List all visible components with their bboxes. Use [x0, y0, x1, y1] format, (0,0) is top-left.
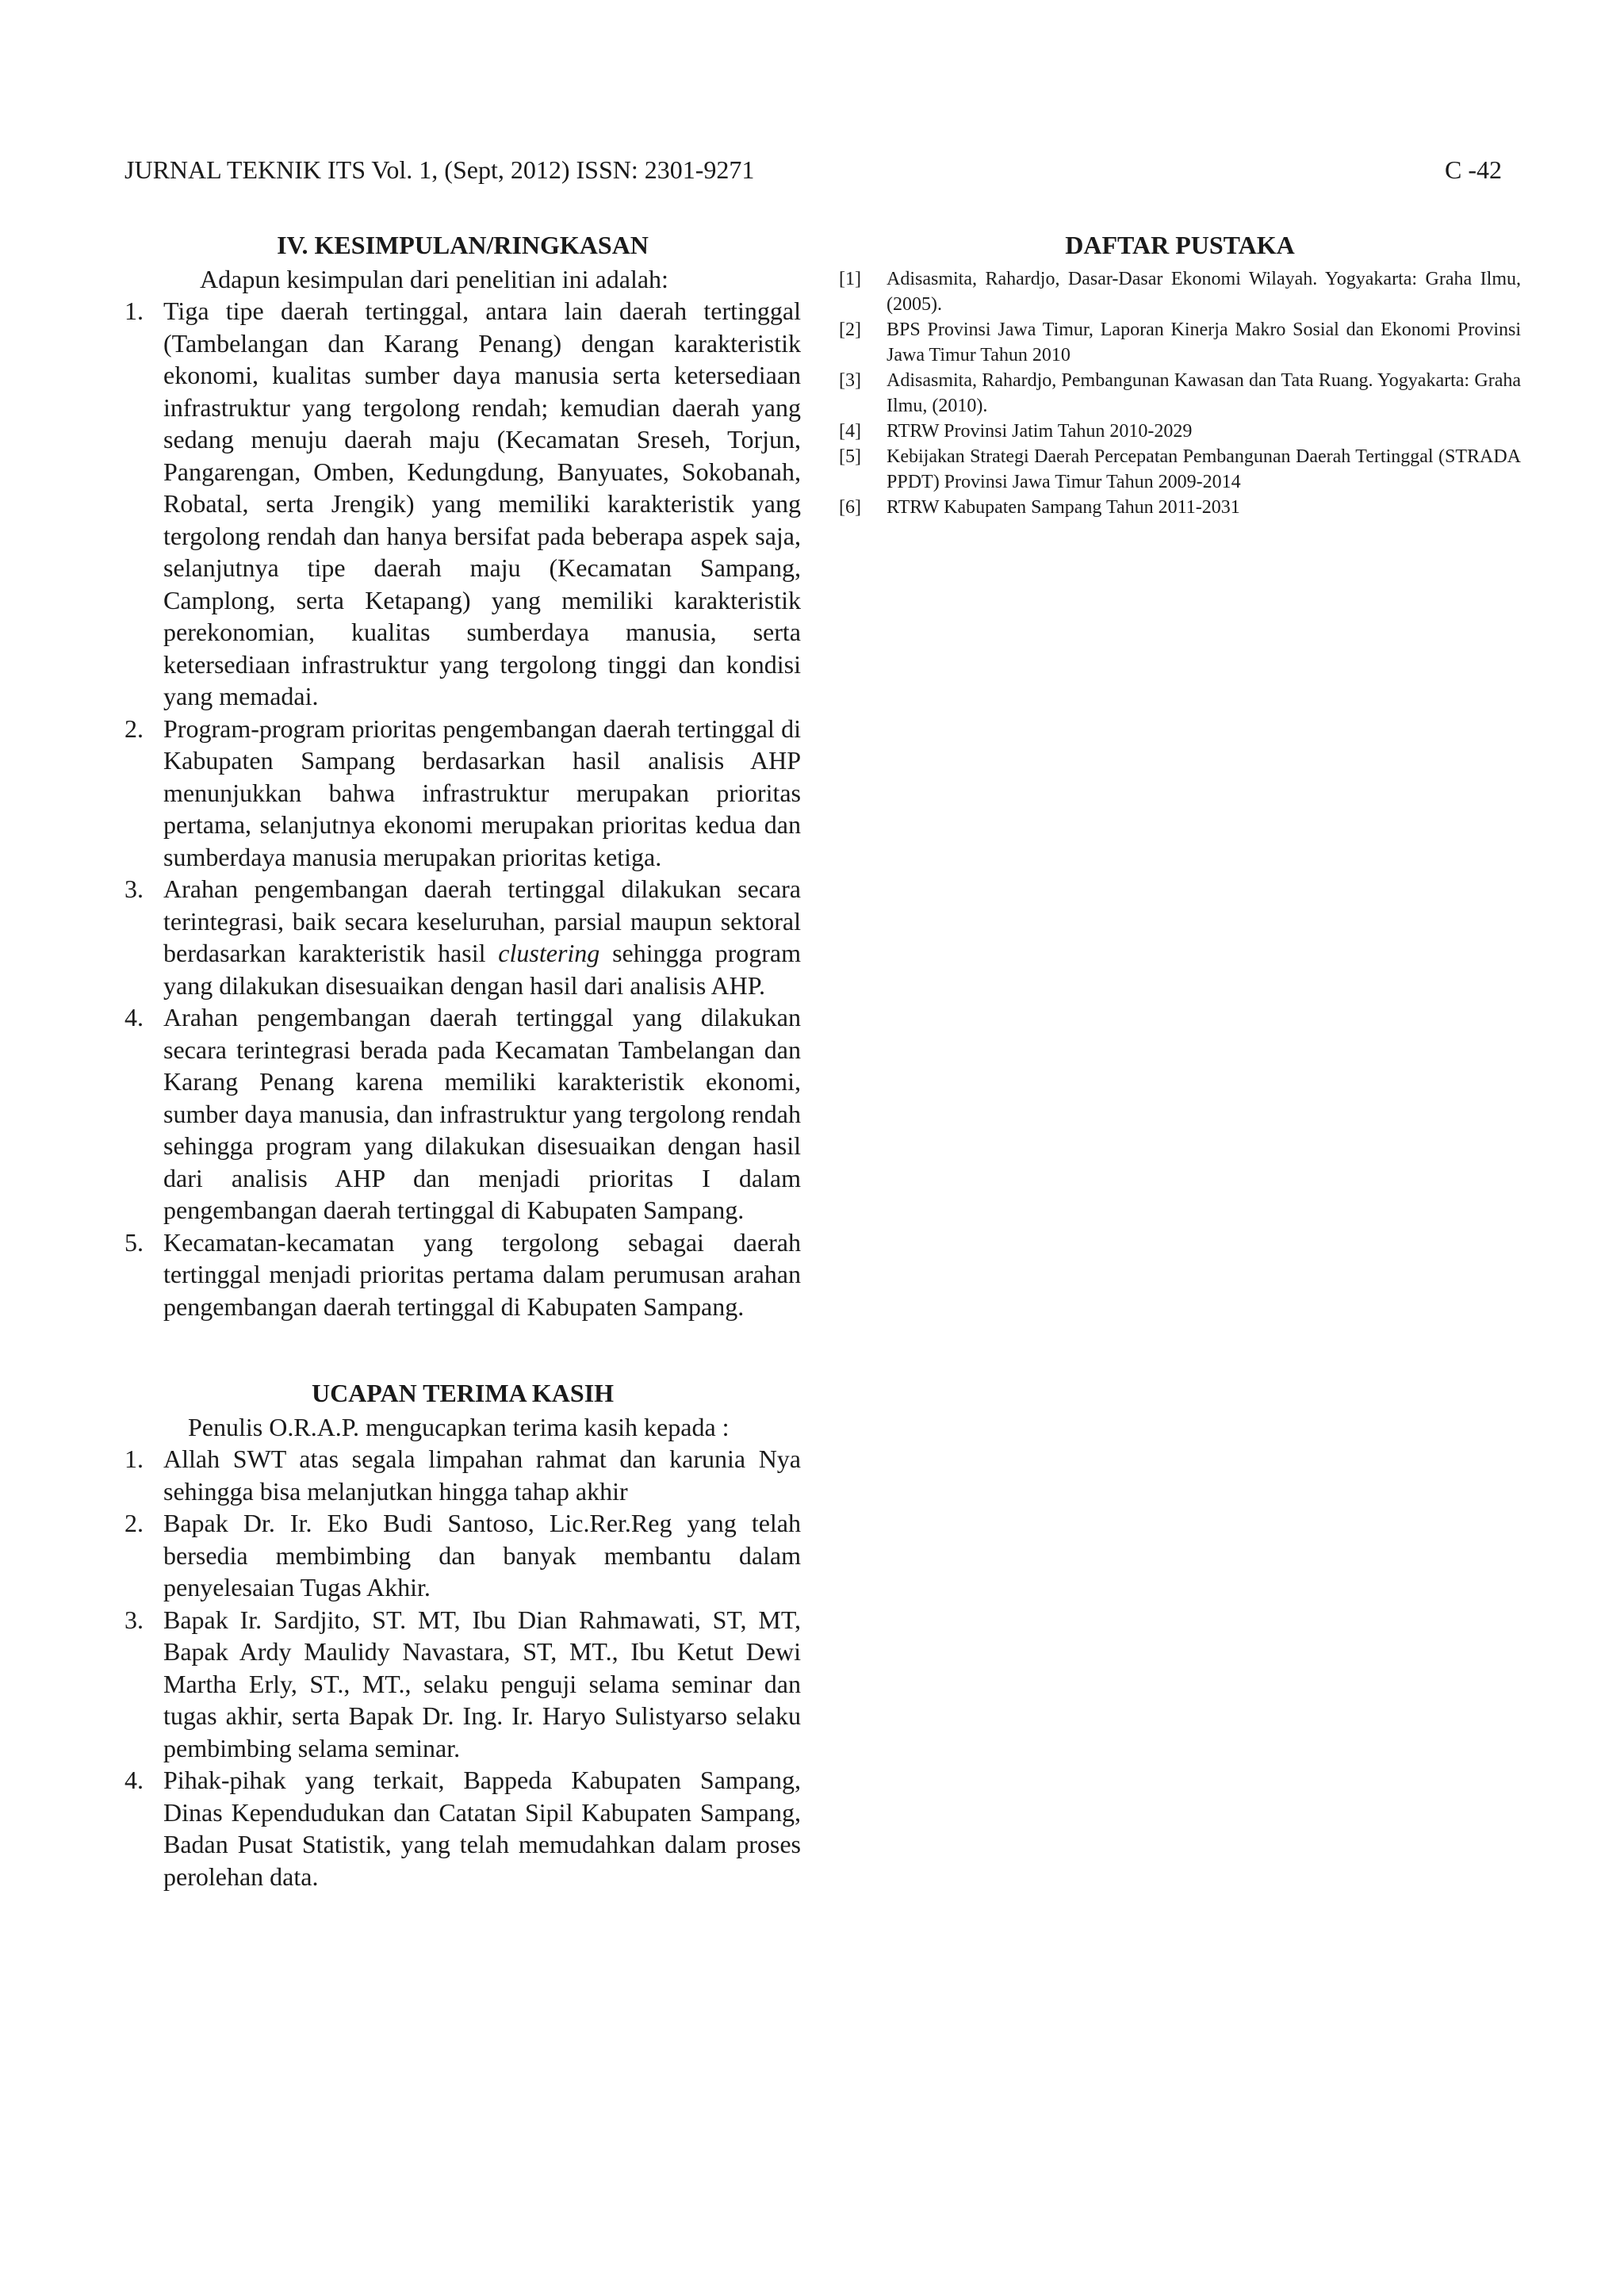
- conclusion-item: [124, 1226, 801, 1323]
- item-number: 4.: [124, 1766, 144, 1794]
- reference-item: [839, 266, 1521, 317]
- conclusion-item: [124, 873, 801, 1001]
- acknowledgement-item: [124, 1507, 801, 1604]
- item-text: Program-program prioritas pengembangan daerah tertinggal di Kabupaten Sampang berdasarkan hasil analisis AHP menunjukkan bahwa infrastruktur merupakan prioritas pertama, selanjutnya ekonomi merupakan prioritas kedua dan sumberdaya manusia merupakan prioritas ketiga.: [163, 714, 801, 871]
- page-number: C -42: [1445, 155, 1502, 184]
- reference-number: [3]: [839, 370, 861, 391]
- item-text-before: Arahan pengembangan daerah tertinggal dilakukan secara terintegrasi, baik secara keseluruhan, parsial maupun sektoral berdasarkan karakteristik hasil: [163, 874, 801, 967]
- item-number: 3.: [124, 874, 144, 903]
- item-number: 2.: [124, 1509, 144, 1537]
- reference-item: [839, 419, 1521, 444]
- reference-text: RTRW Provinsi Jatim Tahun 2010-2029: [887, 421, 1193, 442]
- reference-number: [2]: [839, 320, 861, 340]
- acknowledgement-intro: Penulis O.R.A.P. mengucapkan terima kasih kepada :: [188, 1413, 730, 1441]
- conclusion-intro: Adapun kesimpulan dari penelitian ini adalah:: [200, 265, 668, 293]
- left-column: [124, 230, 801, 1892]
- acknowledgement-section: [124, 1378, 801, 1892]
- item-text: Pihak-pihak yang terkait, Bappeda Kabupaten Sampang, Dinas Kependudukan dan Catatan Sipil Kabupaten Sampang, Badan Pusat Statistik, yang telah memudahkan dalam proses perolehan data.: [163, 1766, 801, 1891]
- reference-text: Adisasmita, Rahardjo, Pembangunan Kawasan dan Tata Ruang. Yogyakarta: Graha Ilmu, (2010).: [887, 370, 1521, 416]
- item-text-italic: clustering: [498, 939, 600, 967]
- page-header: [124, 154, 1502, 186]
- conclusion-section: [124, 230, 801, 1322]
- conclusion-item: [124, 295, 801, 713]
- reference-item: [839, 495, 1521, 520]
- item-number: 3.: [124, 1605, 144, 1634]
- conclusion-heading: IV. KESIMPULAN/RINGKASAN: [277, 231, 649, 259]
- conclusion-item: [124, 713, 801, 874]
- reference-item: [839, 368, 1521, 419]
- reference-item: [839, 444, 1521, 495]
- acknowledgement-list: [124, 1443, 801, 1892]
- reference-text: Kebijakan Strategi Daerah Percepatan Pembangunan Daerah Tertinggal (STRADA PPDT) Provinsi Jawa Timur Tahun 2009-2014: [887, 446, 1521, 492]
- item-number: 5.: [124, 1227, 144, 1257]
- item-number: 1.: [124, 297, 144, 325]
- reference-text: BPS Provinsi Jawa Timur, Laporan Kinerja Makro Sosial dan Ekonomi Provinsi Jawa Timur Tahun 2010: [887, 320, 1521, 365]
- reference-number: [5]: [839, 446, 861, 467]
- acknowledgement-item: [124, 1604, 801, 1765]
- conclusion-item: [124, 1001, 801, 1226]
- reference-text: RTRW Kabupaten Sampang Tahun 2011-2031: [887, 497, 1240, 518]
- reference-number: [6]: [839, 497, 861, 518]
- acknowledgement-item: [124, 1764, 801, 1892]
- acknowledgement-heading: UCAPAN TERIMA KASIH: [311, 1379, 615, 1407]
- reference-list: [839, 266, 1521, 520]
- references-heading: DAFTAR PUSTAKA: [1065, 231, 1295, 259]
- reference-text: Adisasmita, Rahardjo, Dasar-Dasar Ekonomi Wilayah. Yogyakarta: Graha Ilmu, (2005).: [887, 269, 1521, 315]
- acknowledgement-item: [124, 1443, 801, 1507]
- item-number: 2.: [124, 714, 144, 743]
- item-text: Tiga tipe daerah tertinggal, antara lain daerah tertinggal (Tambelangan dan Karang Penang) dengan karakteristik ekonomi, kualitas sumber daya manusia serta ketersediaan infrastruktur yang tergolong rendah; kemudian daerah yang sedang menuju daerah maju (Kecamatan Sreseh, Torjun, Pangarengan, Omben, Kedungdung, Banyuates, Sokobanah, Robatal, serta Jrengik) yang memiliki karakteristik yang tergolong rendah dan hanya bersifat pada beberapa aspek saja, selanjutnya tipe daerah maju (Kecamatan Sampang, Camplong, serta Ketapang) yang memiliki karakteristik perekonomian, kualitas sumberdaya manusia, serta ketersediaan infrastruktur yang tergolong tinggi dan kondisi yang memadai.: [163, 297, 801, 710]
- conclusion-list: [124, 295, 801, 1322]
- references-section: [839, 230, 1521, 520]
- item-number: 4.: [124, 1003, 144, 1031]
- reference-item: [839, 317, 1521, 368]
- item-text: Allah SWT atas segala limpahan rahmat dan karunia Nya sehingga bisa melanjutkan hingga tahap akhir: [163, 1445, 801, 1506]
- item-text-after: sehingga program yang dilakukan disesuaikan dengan hasil dari analisis AHP.: [163, 939, 801, 1000]
- item-text: Kecamatan-kecamatan yang tergolong sebagai daerah tertinggal menjadi prioritas pertama dalam perumusan arahan pengembangan daerah tertinggal di Kabupaten Sampang.: [163, 1227, 801, 1321]
- item-text: Arahan pengembangan daerah tertinggal yang dilakukan secara terintegrasi berada pada Kecamatan Tambelangan dan Karang Penang karena memiliki karakteristik ekonomi, sumber daya manusia, dan infrastruktur yang tergolong rendah sehingga program yang dilakukan disesuaikan dengan hasil dari analisis AHP dan menjadi prioritas I dalam pengembangan daerah tertinggal di Kabupaten Sampang.: [163, 1003, 801, 1224]
- journal-title: JURNAL TEKNIK ITS Vol. 1, (Sept, 2012) ISSN: 2301-9271: [124, 155, 755, 184]
- item-number: 1.: [124, 1445, 144, 1473]
- item-text: Bapak Ir. Sardjito, ST. MT, Ibu Dian Rahmawati, ST, MT, Bapak Ardy Maulidy Navastara, ST, MT., Ibu Ketut Dewi Martha Erly, ST., MT., selaku penguji selama seminar dan tugas akhir, serta Bapak Dr. Ing. Ir. Haryo Sulistyarso selaku pembimbing selama seminar.: [163, 1605, 801, 1762]
- item-text: Bapak Dr. Ir. Eko Budi Santoso, Lic.Rer.Reg yang telah bersedia membimbing dan banyak membantu dalam penyelesaian Tugas Akhir.: [163, 1509, 801, 1601]
- reference-number: [1]: [839, 269, 861, 289]
- right-column: [839, 230, 1521, 520]
- reference-number: [4]: [839, 421, 861, 442]
